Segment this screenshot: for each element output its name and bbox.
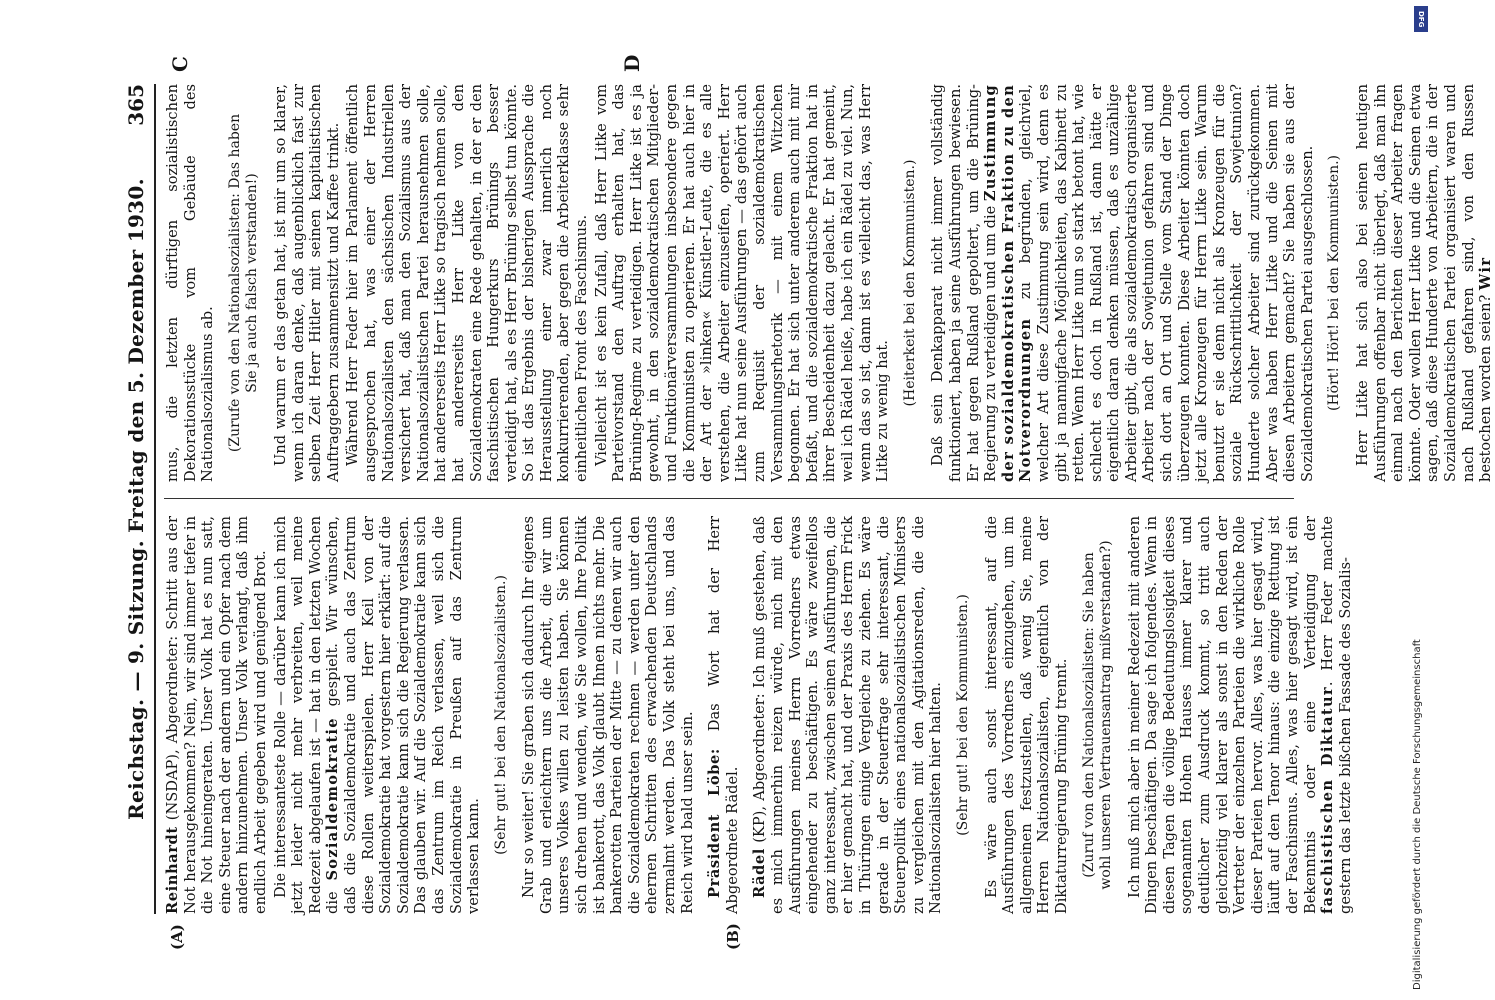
dfg-logo: DFG: [1414, 6, 1428, 32]
interjection: (Heiterkeit bei den Kommunisten.): [901, 159, 918, 407]
paragraph: mus, die letzten dürftigen sozialistischen Dekorationsstücke vom Gebäude des Nationalsozialismus ab.: [164, 84, 217, 482]
paragraph-text: zu begründen, gleichviel, welcher Art diese Zustimmung sein wird, denn es gibt ja mannigfache Möglichkeiten, das Kabinett zu retten. Wenn Herr Litke nun so stark betont hat, wie schlecht es doch in Rußland ist, dann hätte er eigentlich daran denken müssen, daß es unzählige Arbeiter gibt, die als sozialdemokratisch organisierte Arbeiter nach der Sowjetunion gefahren sind und sich dort an Ort und Stelle vom Stand der Dinge überzeugen konnten. Diese Arbeiter könnten doch jetzt alle Kronzeugen für Herrn Litke sein. Warum benutzt er sie denn nicht als Kronzeugen für die soziale Rückschrittlichkeit der Sowjetunion? Hunderte solcher Arbeiter sind zurückgekommen. Aber was haben Herr Litke und die Seinen mit diesen Arbeitern gemacht? Sie haben sie aus der Sozialdemokratischen Partei ausgeschlossen.: [1017, 84, 1316, 482]
paragraph: [929, 84, 1316, 482]
digitization-note-text: Digitalisierung gefördert durch die Deutsche Forschungsgemeinschaft: [1412, 639, 1423, 990]
interjection: (Sehr gut! bei den Nationalsozialisten.): [492, 575, 509, 855]
page-number: 365: [124, 84, 148, 126]
interjection: (Zurufe von den Nationalsozialisten: Das haben Sie ja auch falsch verstanden!): [226, 113, 261, 453]
emphasis-text: Wir: [1477, 256, 1495, 291]
paragraph: [1126, 516, 1355, 914]
paragraph: Es wäre auch sonst interessant, auf die Ausführungen des Vorredners einzugehen, um im allgemeinen festzustellen, daß wenig Sie, meine Herren Nationalsozialisten, eigentlich von der Diktaturregierung Brüning trennt.: [982, 516, 1070, 914]
paragraph-text: Das Wort hat der Herr Abgeordnete Rädel.: [706, 516, 741, 914]
speaker-name: Reinhardt: [164, 826, 181, 914]
paragraph-text: . Herr Feder machte gestern das letzte bißchen Fassade des Sozialis-: [1319, 516, 1354, 914]
margin-letter-b: (B): [724, 923, 742, 950]
paragraph: Nur so weiter! Sie graben sich dadurch Ihr eigenes Grab und erleichtern uns die Arbeit, die wir um unseres Volkes willen zu leisten haben. Sie können sich drehen und wenden, wie Sie wollen, Ihre Politik ist bankerott, das Volk glaubt Ihnen nichts mehr. Die bankerotten Parteien der Mitte — zu denen wir auch die Sozialdemokraten rechnen — werden unter den ehernen Schritten des erwachenden Deutschlands zermalmt werden. Das Volk steht bei uns, und das Reich wird bald unser sein.: [520, 516, 696, 914]
margin-letter-a: (A): [168, 924, 186, 950]
speaker-name: Präsident Löbe:: [706, 748, 724, 898]
paragraph-text: Die interessanteste Rolle — darüber kann ich mich jetzt leider nicht mehr verbreiten, weil meine Redezeit abgelaufen ist — hat in den letzten Wochen die: [271, 516, 342, 914]
page-title: Reichstag. — 9. Sitzung. Freitag den 5. Dezember 1930.: [124, 178, 148, 820]
paragraph: [164, 516, 270, 914]
paragraph: [706, 516, 741, 914]
margin-letter-c: C: [168, 56, 192, 72]
paragraph-text: (KP), Abgeordneter: Ich muß gestehen, daß es mich immerhin reizen würde, mich mit den Ausführungen meines Herrn Vorredners etwas eingehender zu beschäftigen. Es wäre zweifellos ganz interessant, zwischen seinen Ausführungen, die er hier gemacht hat, und der Praxis des Herrn Frick in Thüringen einige Vergleiche zu ziehen. Es wäre gerade in der Steuerfrage sehr interessant, die Steuerpolitik eines nationalsozialistischen Ministers zu vergleichen mit den Agitationsreden, die die Nationalsozialisten hier halten.: [751, 516, 945, 914]
paragraph-text: (NSDAP), Abgeordneter: Schritt aus der Not herausgekommen? Nein, wir sind immer tiefer in die Not hineingeraten. Unser Volk hat es nun satt, eine Steuer nach der andern und ein Opfer nach dem andern hinzunehmen. Unser Volk verlangt, daß ihm endlich Arbeit gegeben wird und genügend Brot.: [164, 516, 269, 914]
interjection: (Zuruf von den Nationalsozialisten: Sie haben wohl unseren Vertrauensantrag mißverstanden?): [1080, 540, 1115, 890]
right-column: [164, 84, 1495, 482]
paragraph: Vielleicht ist es kein Zufall, daß Herr Litke vom Parteivorstand den Auftrag erhalten hat, das Brüning-Regime zu verteidigen. Herr Litke ist es ja gewohnt, in den sozialdemokratischen Mitglieder- und Funktionärversammlungen insbesondere gegen die Kommunisten zu operieren. Er hat auch hier in der Art der »linken« Künstler-Leute, die es alle verstehen, die Arbeiter einzuseifen, operiert. Herr Litke hat nun seine Ausführungen — das gehört auch zum Requisit der sozialdemokratischen Versammlungsrhetorik — mit einem Witzchen begonnen. Er hat sich unter anderem auch mit mir befaßt, und die sozialdemokratische Fraktion hat in ihrer Bescheidenheit dazu gelacht. Er hat gemeint, weil ich Rädel heiße, habe ich ein Rädel zu viel. Nun, wenn das so ist, dann ist es vielleicht das, was Herr Litke zu wenig hat.: [592, 84, 892, 482]
paragraph-text: Daß sein Denkapparat nicht immer vollständig funktioniert, haben ja seine Ausführungen bewiesen. Er hat gegen Rußland gepoltert, um die Brüning-Regierung zu verteidigen und um die: [929, 84, 1000, 482]
paragraph: [751, 516, 945, 914]
speaker-name: Rädel: [751, 848, 769, 898]
paragraph: Und warum er das getan hat, ist mir um so klarer, wenn ich daran denke, daß augenblicklich fast zur selben Zeit Herr Hitler mit seinen kapitalistischen Auftraggebern zusammensitzt und Kaffee trinkt.: [271, 84, 342, 482]
running-head: [120, 84, 156, 914]
paragraph-text: Ich muß mich aber in meiner Redezeit mit anderen Dingen beschäftigen. Da sage ich folgendes. Wenn in diesen Tagen die völlige Bedeutungslosigkeit dieses sogenannten Hohen Hauses immer klarer und deutlicher zum Ausdruck kommt, so tritt auch gleichzeitig viel klarer als sonst in den Reden der Vertreter der einzelnen Parteien die wirkliche Rolle dieser Parteien hervor. Alles, was hier gesagt wird, läuft auf den Tenor hinaus: die einzige Rettung ist der Faschismus. Alles, was hier gesagt wird, ist ein Bekenntnis oder eine Verteidigung der: [1125, 516, 1319, 914]
digitization-note: [1412, 10, 1430, 990]
interjection: (Hört! Hört! bei den Kommunisten.): [1326, 155, 1343, 412]
paragraph: Während Herr Feder hier im Parlament öffentlich ausgesprochen hat, was einer der Herren Nationalsozialisten den sächsischen Industriellen versichert hat, daß man den Sozialismus aus der Nationalsozialistischen Partei herausnehmen solle, hat andererseits Herr Litke so tragisch nehmen solle, hat andererseits Herr Litke von den Sozialdemokraten eine Rede gehalten, in der er den faschistischen Hungerkurs Brünings besser verteidigt hat, als es Herr Brüning selbst tun könnte. So ist das Ergebnis der bisherigen Aussprache die Herausstellung einer zwar innerlich noch konkurrierenden, aber gegen die Arbeiterklasse sehr einheitlichen Front des Faschismus.: [344, 84, 591, 482]
margin-letter-d: D: [620, 54, 644, 72]
paragraph: [272, 516, 483, 914]
paragraph-text: Herr Litke hat sich also bei seinen heutigen Ausführungen offenbar nicht überlegt, daß man ihn einmal nach den Berichten dieser Arbeiter fragen könnte. Oder wollen Herr Litke und die Seinen etwa sagen, daß diese Hunderte von Arbeitern, die in der Sozialdemokratischen Partei organisiert waren und nach Rußland gefahren sind, von den Russen bestochen worden seien?: [1354, 84, 1495, 482]
interjection: (Sehr gut! bei den Kommunisten.): [954, 594, 971, 836]
emphasis-text: faschistischen Diktatur: [1319, 686, 1337, 914]
emphasis-text: Sozialdemokratie: [324, 717, 342, 881]
left-column: [164, 516, 1354, 914]
paragraph-text: gespielt. Wir wünschen, daß die Sozialdemokratie und auch das Zentrum diese Rollen weiterspielen. Herr Keil von der Sozialdemokratie hat vorgestern hier erklärt: auf die Sozialdemokratie kann sich die Regierung verlassen. Das glauben wir. Auf die Sozialdemokratie kann sich das Zentrum im Reich verlassen, weil sich die Sozialdemokratie in Preußen auf das Zentrum verlassen kann.: [324, 516, 483, 914]
emphasis-text: Zustimmung der sozialdemokratischen Fraktion zu den Notverordnungen: [982, 84, 1035, 482]
column-divider: [164, 498, 1294, 499]
